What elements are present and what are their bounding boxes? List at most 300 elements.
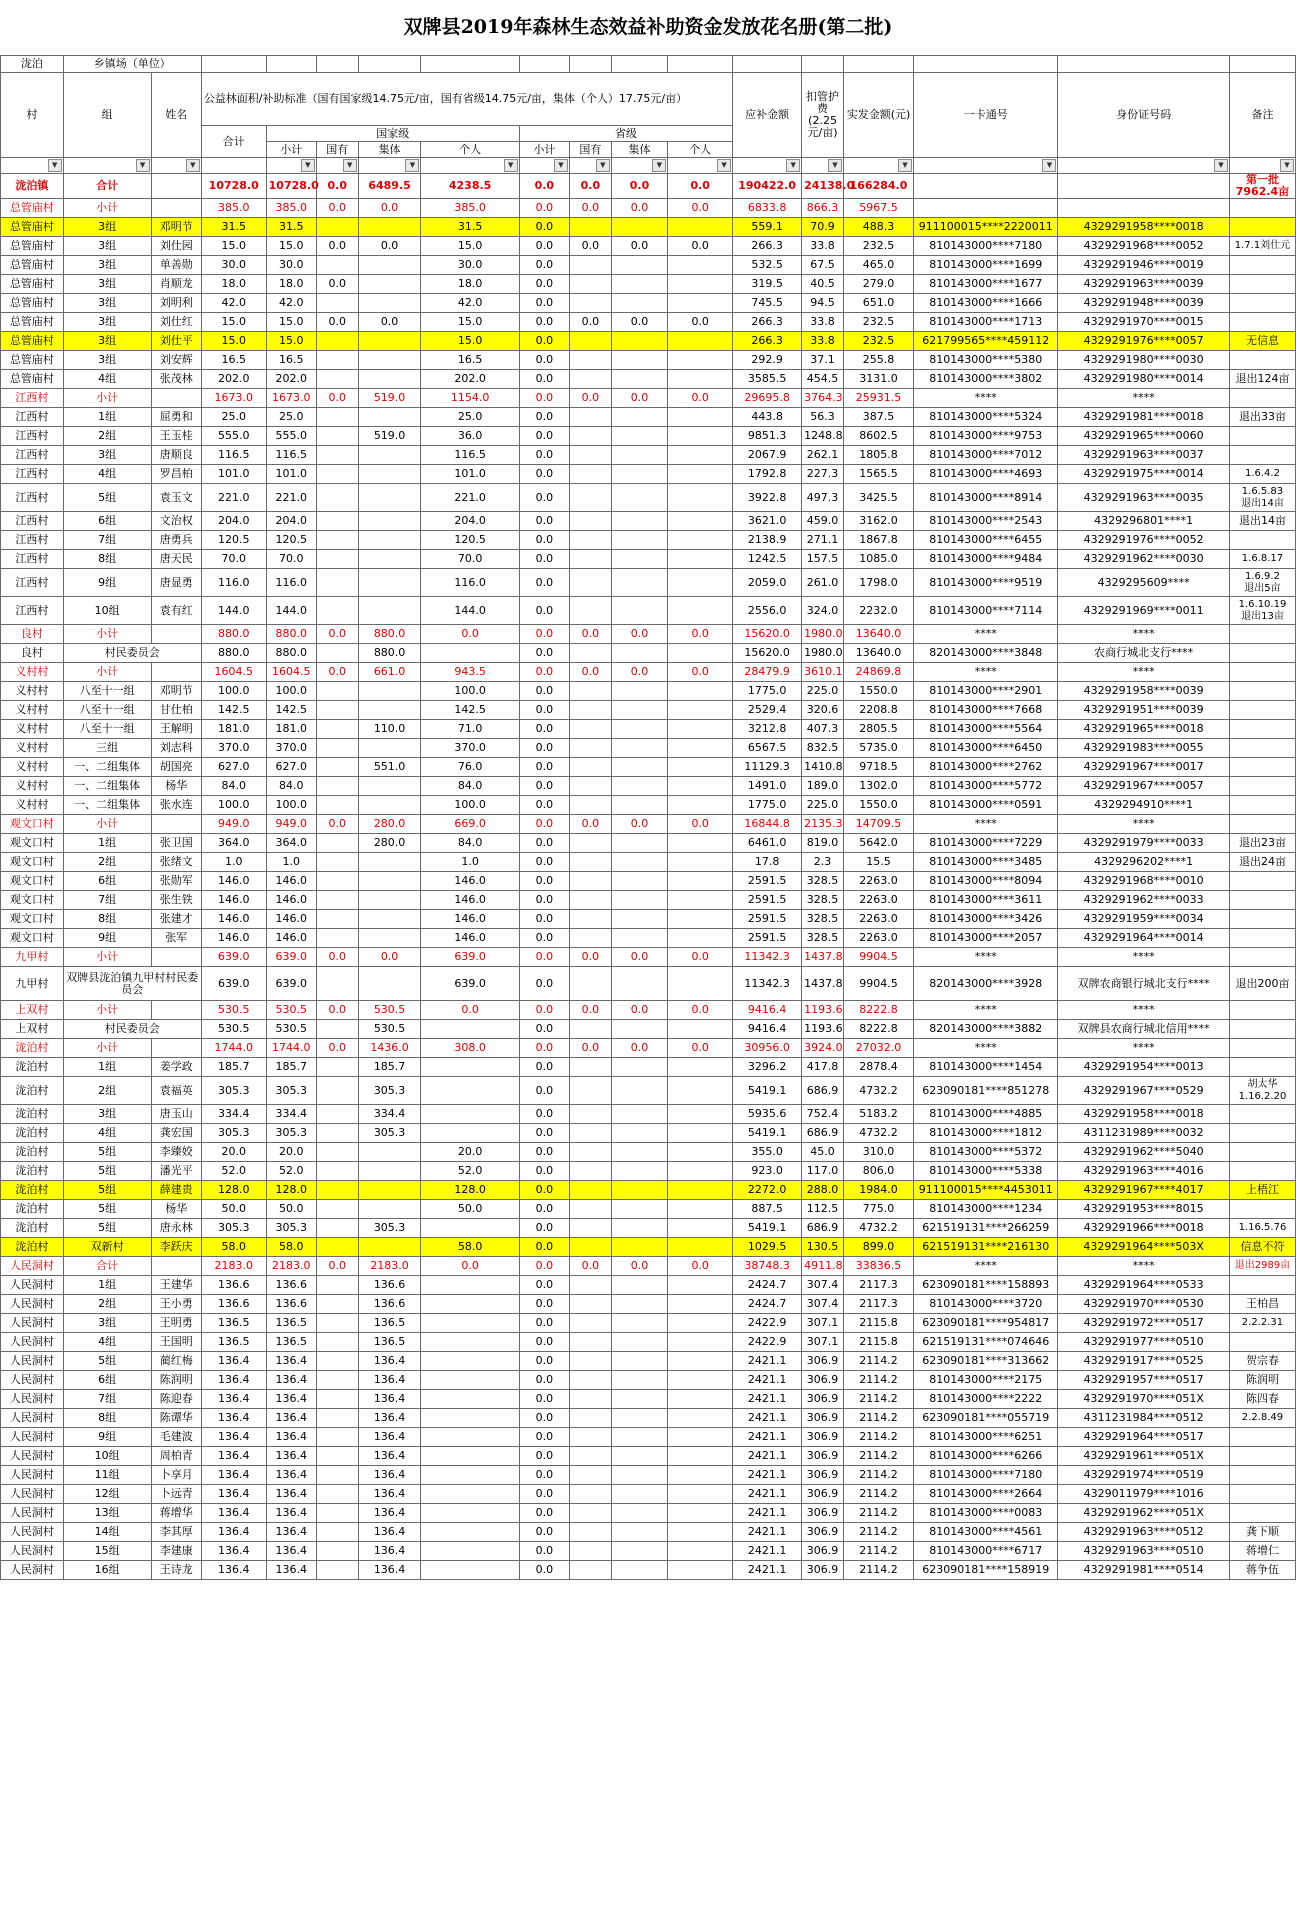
cell: 144.0: [266, 597, 316, 625]
cell: 18.0: [266, 275, 316, 294]
cell: 157.5: [802, 550, 844, 569]
cell: 6489.5: [358, 174, 421, 199]
cell: 人民洞村: [1, 1333, 64, 1352]
cell: 泷泊村: [1, 1039, 64, 1058]
cell: 4组: [63, 465, 151, 484]
cell: 204.0: [421, 512, 519, 531]
cell: 4329291964****0533: [1058, 1276, 1230, 1295]
cell: [1229, 531, 1295, 550]
cell: 0.0: [519, 891, 569, 910]
cell: [316, 967, 358, 1001]
table-row: [1, 256, 1296, 275]
cell: 李建康: [151, 1542, 201, 1561]
cell: [421, 1523, 519, 1542]
cell: 总管庙村: [1, 370, 64, 389]
cell: 136.6: [266, 1295, 316, 1314]
cell: 卜远青: [151, 1485, 201, 1504]
cell: 2591.5: [733, 929, 802, 948]
cell: 1744.0: [201, 1039, 266, 1058]
cell: 136.4: [358, 1390, 421, 1409]
cell: [1229, 218, 1295, 237]
cell: 一、二组集体: [63, 777, 151, 796]
cell: 0.0: [316, 199, 358, 218]
cell: 4329291976****0057: [1058, 332, 1230, 351]
cell: 810143000****2762: [914, 758, 1058, 777]
filter-dropdown-icon[interactable]: ▼: [652, 159, 666, 172]
cell: 一、二组集体: [63, 758, 151, 777]
cell: 4329294910****1: [1058, 796, 1230, 815]
cell: [358, 1143, 421, 1162]
filter-dropdown-icon[interactable]: ▼: [343, 159, 357, 172]
cell: 8222.8: [843, 1020, 913, 1039]
cell: [611, 1561, 667, 1580]
cell: 一、二组集体: [63, 796, 151, 815]
cell: 810143000****7229: [914, 834, 1058, 853]
cell: 1744.0: [266, 1039, 316, 1058]
cell: 3组: [63, 1314, 151, 1333]
cell: 0.0: [358, 199, 421, 218]
cell: 李臻姣: [151, 1143, 201, 1162]
cell: 15.0: [266, 237, 316, 256]
cell: 江西村: [1, 427, 64, 446]
cell: 136.4: [201, 1485, 266, 1504]
cell: 人民洞村: [1, 1352, 64, 1371]
cell: 623090181****055719: [914, 1409, 1058, 1428]
cell: [668, 777, 733, 796]
cell: 2135.3: [802, 815, 844, 834]
cell: 2组: [63, 427, 151, 446]
cell: 5组: [63, 1181, 151, 1200]
cell: 146.0: [266, 891, 316, 910]
cell: 退出2989亩: [1229, 1257, 1295, 1276]
cell: 364.0: [201, 834, 266, 853]
table-row: [1, 739, 1296, 758]
cell: 4329291977****0510: [1058, 1333, 1230, 1352]
cell: 15.0: [266, 332, 316, 351]
cell: 杨华: [151, 777, 201, 796]
cell: [358, 891, 421, 910]
cell: 陈迎春: [151, 1390, 201, 1409]
cell: 810143000****5380: [914, 351, 1058, 370]
table-row: [1, 1371, 1296, 1390]
cell: 合计: [63, 174, 151, 199]
cell: 58.0: [201, 1238, 266, 1257]
cell: 810143000****5372: [914, 1143, 1058, 1162]
filter-dropdown-icon[interactable]: ▼: [596, 159, 610, 172]
cell: [1229, 275, 1295, 294]
filter-dropdown-icon[interactable]: ▼: [1280, 159, 1294, 172]
cell: [421, 1504, 519, 1523]
table-row: [1, 1504, 1296, 1523]
cell: [611, 758, 667, 777]
cell: 4329291962****051X: [1058, 1504, 1230, 1523]
cell: 20.0: [421, 1143, 519, 1162]
filter-dropdown-icon[interactable]: ▼: [828, 159, 842, 172]
cell: 30956.0: [733, 1039, 802, 1058]
cell: 2263.0: [843, 929, 913, 948]
table-row: [1, 644, 1296, 663]
cell: [569, 550, 611, 569]
cell: 0.0: [519, 758, 569, 777]
cell: [611, 218, 667, 237]
cell: [316, 1162, 358, 1181]
cell: 张勋军: [151, 872, 201, 891]
cell: [421, 1219, 519, 1238]
cell: 328.5: [802, 929, 844, 948]
cell: 459.0: [802, 512, 844, 531]
filter-dropdown-icon[interactable]: ▼: [786, 159, 800, 172]
filter-dropdown-icon[interactable]: ▼: [301, 159, 315, 172]
cell: 146.0: [421, 872, 519, 891]
cell: [1229, 1162, 1295, 1181]
cell: 0.0: [668, 625, 733, 644]
table-row: [1, 531, 1296, 550]
cell: 307.4: [802, 1295, 844, 1314]
filter-dropdown-icon[interactable]: ▼: [405, 159, 419, 172]
cell: 5组: [63, 1352, 151, 1371]
filter-cell: [1058, 158, 1230, 174]
cell: [316, 758, 358, 777]
cell: 观文口村: [1, 853, 64, 872]
cell: 880.0: [266, 644, 316, 663]
cell: [611, 720, 667, 739]
filter-dropdown-icon[interactable]: ▼: [1042, 159, 1056, 172]
cell: 10组: [63, 1447, 151, 1466]
cell: 2115.8: [843, 1333, 913, 1352]
cell: 义村村: [1, 663, 64, 682]
cell: 刘仕红: [151, 313, 201, 332]
table-row: [1, 758, 1296, 777]
cell: 0.0: [519, 796, 569, 815]
cell: 江西村: [1, 531, 64, 550]
cell: [569, 701, 611, 720]
cell: 58.0: [421, 1238, 519, 1257]
cell: [668, 1314, 733, 1333]
cell: [421, 1542, 519, 1561]
cell: 村民委员会: [63, 1020, 201, 1039]
cell: 2421.1: [733, 1523, 802, 1542]
cell: 24138.0: [802, 174, 844, 199]
filter-cell: [358, 158, 421, 174]
subtotal-row: [1, 815, 1296, 834]
cell: 13组: [63, 1504, 151, 1523]
cell: 0.0: [519, 1447, 569, 1466]
cell: 1248.8: [802, 427, 844, 446]
cell: [611, 1371, 667, 1390]
cell: 4329011979****1016: [1058, 1485, 1230, 1504]
cell: 3924.0: [802, 1039, 844, 1058]
cell: 551.0: [358, 758, 421, 777]
cell: 泷泊村: [1, 1058, 64, 1077]
cell: [668, 332, 733, 351]
cell: 2114.2: [843, 1561, 913, 1580]
cell: [421, 1485, 519, 1504]
cell: 0.0: [611, 237, 667, 256]
cell: 128.0: [266, 1181, 316, 1200]
cell: [569, 758, 611, 777]
cell: 50.0: [201, 1200, 266, 1219]
cell: [316, 1523, 358, 1542]
cell: 136.4: [201, 1504, 266, 1523]
cell: [421, 1295, 519, 1314]
cell: 8组: [63, 910, 151, 929]
cell: 0.0: [611, 199, 667, 218]
cell: 116.5: [201, 446, 266, 465]
cell: 第一批7962.4亩: [1229, 174, 1295, 199]
cell: 0.0: [519, 739, 569, 758]
cell: 52.0: [266, 1162, 316, 1181]
cell: 姜学政: [151, 1058, 201, 1077]
cell: 33.8: [802, 237, 844, 256]
cell: [421, 1409, 519, 1428]
cell: 1.6.8.17: [1229, 550, 1295, 569]
cell: 2114.2: [843, 1466, 913, 1485]
cell: 621799565****459112: [914, 332, 1058, 351]
cell: 人民洞村: [1, 1314, 64, 1333]
cell: 0.0: [421, 1001, 519, 1020]
empty-cell: [569, 56, 611, 73]
cell: 1193.6: [802, 1001, 844, 1020]
table-row: [1, 891, 1296, 910]
cell: 11129.3: [733, 758, 802, 777]
filter-dropdown-icon[interactable]: ▼: [1214, 159, 1228, 172]
cell: 385.0: [201, 199, 266, 218]
cell: 136.4: [358, 1542, 421, 1561]
cell: 0.0: [569, 199, 611, 218]
cell: 2422.9: [733, 1314, 802, 1333]
cell: [611, 569, 667, 597]
cell: 潘光平: [151, 1162, 201, 1181]
cell: 15.0: [421, 332, 519, 351]
table-row: [1, 1390, 1296, 1409]
filter-dropdown-icon[interactable]: ▼: [186, 159, 200, 172]
cell: 3组: [63, 218, 151, 237]
cell: 0.0: [569, 174, 611, 199]
cell: 良村: [1, 644, 64, 663]
cell: 623090181****313662: [914, 1352, 1058, 1371]
cell: 2183.0: [201, 1257, 266, 1276]
cell: 30.0: [201, 256, 266, 275]
cell: [569, 1466, 611, 1485]
cell: 4329291968****0010: [1058, 872, 1230, 891]
cell: [569, 1523, 611, 1542]
cell: [421, 1561, 519, 1580]
cell: 0.0: [519, 237, 569, 256]
cell: 唐显勇: [151, 569, 201, 597]
cell: [668, 1077, 733, 1105]
filter-dropdown-icon[interactable]: ▼: [504, 159, 518, 172]
cell: 136.5: [201, 1314, 266, 1333]
cell: 4329291959****0034: [1058, 910, 1230, 929]
cell: 0.0: [668, 199, 733, 218]
cell: 9718.5: [843, 758, 913, 777]
cell: 686.9: [802, 1219, 844, 1238]
cell: 136.4: [358, 1409, 421, 1428]
cell: 观文口村: [1, 834, 64, 853]
cell: 刘安辉: [151, 351, 201, 370]
cell: [569, 1352, 611, 1371]
cell: 0.0: [519, 1561, 569, 1580]
cell: [569, 512, 611, 531]
cell: 334.4: [266, 1105, 316, 1124]
filter-dropdown-icon[interactable]: ▼: [136, 159, 150, 172]
cell: [611, 1058, 667, 1077]
cell: 人民洞村: [1, 1447, 64, 1466]
cell: 33.8: [802, 313, 844, 332]
cell: 5419.1: [733, 1219, 802, 1238]
cell: [316, 1200, 358, 1219]
cell: [316, 550, 358, 569]
cell: 30.0: [266, 256, 316, 275]
cell: 2114.2: [843, 1504, 913, 1523]
cell: [316, 512, 358, 531]
filter-cell: [63, 158, 151, 174]
cell: 328.5: [802, 872, 844, 891]
cell: [569, 1143, 611, 1162]
cell: [569, 1428, 611, 1447]
cell: [611, 408, 667, 427]
cell: 530.5: [266, 1020, 316, 1039]
cell: 4329291962****5040: [1058, 1143, 1230, 1162]
cell: [611, 1485, 667, 1504]
cell: [1229, 1428, 1295, 1447]
cell: 4329291917****0525: [1058, 1352, 1230, 1371]
cell: 唐永林: [151, 1219, 201, 1238]
cell: 70.0: [201, 550, 266, 569]
filter-dropdown-icon[interactable]: ▼: [554, 159, 568, 172]
cell: 0.0: [668, 174, 733, 199]
cell: 820143000****3928: [914, 967, 1058, 1001]
cell: 623090181****851278: [914, 1077, 1058, 1105]
cell: 0.0: [668, 1039, 733, 1058]
cell: [358, 1238, 421, 1257]
cell: 2263.0: [843, 910, 913, 929]
cell: 龚下顺: [1229, 1523, 1295, 1542]
cell: [569, 1390, 611, 1409]
cell: [569, 853, 611, 872]
filter-dropdown-icon[interactable]: ▼: [717, 159, 731, 172]
cell: 九甲村: [1, 948, 64, 967]
table-row: [1, 550, 1296, 569]
cell: 810143000****2175: [914, 1371, 1058, 1390]
cell: [316, 872, 358, 891]
cell: [358, 777, 421, 796]
cell: 146.0: [421, 910, 519, 929]
cell: [668, 758, 733, 777]
cell: 0.0: [611, 1001, 667, 1020]
cell: [316, 465, 358, 484]
cell: ****: [1058, 389, 1230, 408]
cell: 袁有红: [151, 597, 201, 625]
cell: 4组: [63, 370, 151, 389]
table-row: [1, 1485, 1296, 1504]
filter-cell: [1, 158, 64, 174]
cell: 0.0: [519, 853, 569, 872]
table-row: [1, 1428, 1296, 1447]
cell: 1565.5: [843, 465, 913, 484]
cell: [316, 1276, 358, 1295]
cell: [316, 1409, 358, 1428]
cell: 4329291964****0517: [1058, 1428, 1230, 1447]
cell: 146.0: [201, 872, 266, 891]
cell: [151, 663, 201, 682]
cell: 181.0: [201, 720, 266, 739]
cell: [1229, 1124, 1295, 1143]
cell: 刘明利: [151, 294, 201, 313]
cell: 820143000****3848: [914, 644, 1058, 663]
cell: 1组: [63, 1058, 151, 1077]
cell: [569, 1333, 611, 1352]
table-row: [1, 351, 1296, 370]
table-row: [1, 332, 1296, 351]
cell: 308.0: [421, 1039, 519, 1058]
cell: 小计: [63, 815, 151, 834]
cell: 2591.5: [733, 910, 802, 929]
header-deduct-fee: 扣管护费(2.25元/亩): [802, 73, 844, 158]
cell: ****: [914, 389, 1058, 408]
cell: 1.7.1刘仕元: [1229, 237, 1295, 256]
cell: 1491.0: [733, 777, 802, 796]
header-area-standard: 公益林面积/补助标准（国有国家级14.75元/亩，国有省级14.75元/亩，集体（个人）17.75元/亩）: [201, 73, 732, 126]
cell: 0.0: [358, 313, 421, 332]
cell: 3组: [63, 351, 151, 370]
cell: 136.4: [201, 1428, 266, 1447]
cell: 唐顺良: [151, 446, 201, 465]
cell: 4329291963****0039: [1058, 275, 1230, 294]
cell: 总管庙村: [1, 237, 64, 256]
cell: [611, 1409, 667, 1428]
cell: 袁玉文: [151, 484, 201, 512]
cell: 146.0: [421, 891, 519, 910]
cell: [1229, 446, 1295, 465]
cell: 4911.8: [802, 1257, 844, 1276]
filter-dropdown-icon[interactable]: ▼: [898, 159, 912, 172]
cell: [569, 1542, 611, 1561]
cell: 136.5: [266, 1333, 316, 1352]
cell: 25.0: [201, 408, 266, 427]
filter-dropdown-icon[interactable]: ▼: [48, 159, 62, 172]
cell: 189.0: [802, 777, 844, 796]
cell: 117.0: [802, 1162, 844, 1181]
cell: 225.0: [802, 682, 844, 701]
cell: 136.4: [201, 1561, 266, 1580]
cell: 总管庙村: [1, 275, 64, 294]
cell: 810143000****3802: [914, 370, 1058, 389]
cell: 0.0: [519, 1039, 569, 1058]
cell: 人民洞村: [1, 1390, 64, 1409]
cell: 0.0: [316, 625, 358, 644]
header-national-state: 国有: [316, 142, 358, 158]
cell: 555.0: [201, 427, 266, 446]
cell: 2114.2: [843, 1409, 913, 1428]
cell: 2421.1: [733, 1390, 802, 1409]
cell: 4329291970****0530: [1058, 1295, 1230, 1314]
cell: 639.0: [266, 948, 316, 967]
cell: 0.0: [611, 174, 667, 199]
cell: 4329291963****0037: [1058, 446, 1230, 465]
cell: 621519131****216130: [914, 1238, 1058, 1257]
cell: 810143000****8094: [914, 872, 1058, 891]
cell: 总管庙村: [1, 294, 64, 313]
cell: [668, 1200, 733, 1219]
cell: 810143000****6251: [914, 1428, 1058, 1447]
cell: [316, 853, 358, 872]
cell: [611, 446, 667, 465]
cell: [569, 465, 611, 484]
cell: [316, 218, 358, 237]
filter-cell: [802, 158, 844, 174]
empty-cell: [802, 56, 844, 73]
